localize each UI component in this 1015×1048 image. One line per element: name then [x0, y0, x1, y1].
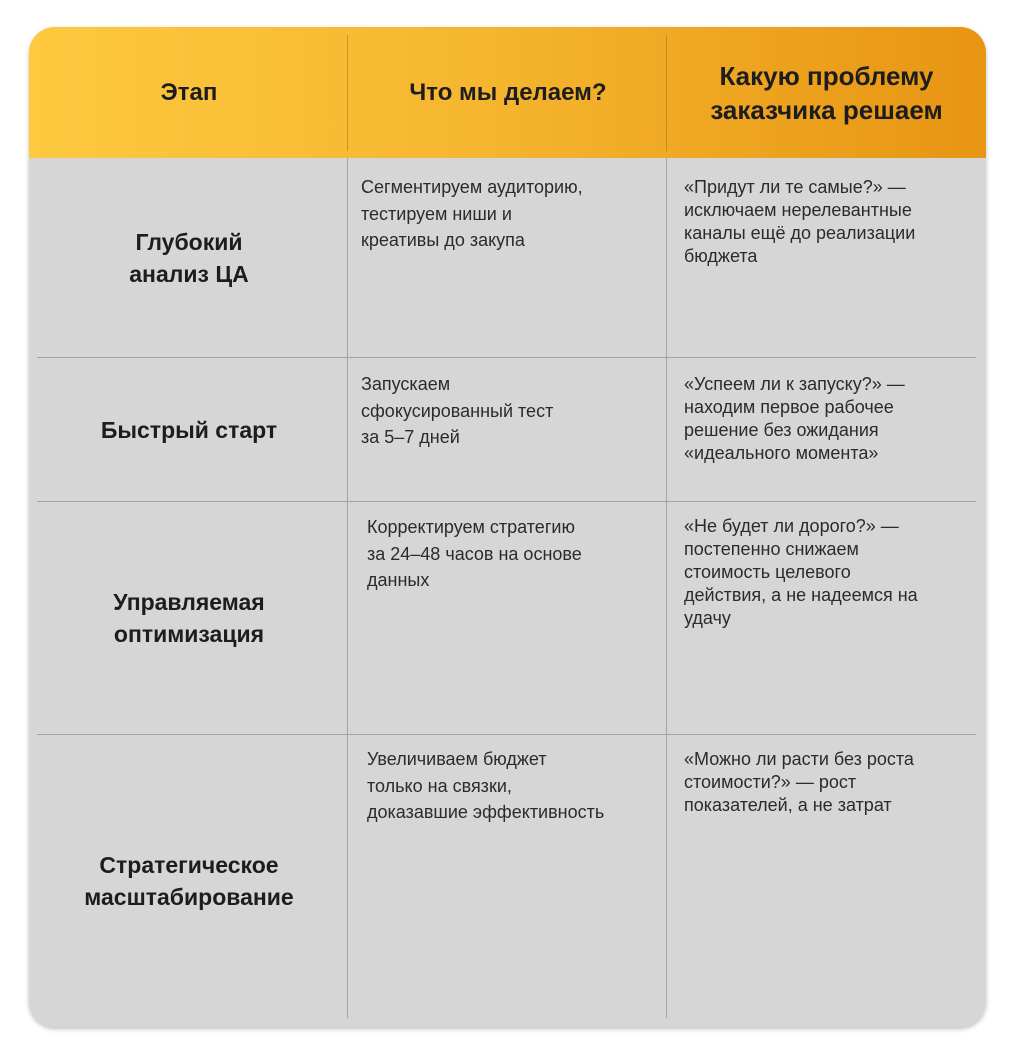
header-actions: Что мы делаем?	[409, 78, 607, 106]
table-row-problem: «Придут ли те самые?» — исключаем нерелевантные каналы ещё до реализации бюджета	[684, 177, 916, 266]
table-row-problem: «Успеем ли к запуску?» — находим первое рабочее решение без ожидания «идеального момента»	[684, 374, 905, 463]
header-stage: Этап	[160, 78, 218, 106]
table-row-stage: Глубокий анализ ЦА	[129, 228, 249, 287]
table-row-stage: Управляемая оптимизация	[113, 589, 265, 647]
table-row-action: Корректируем стратегию за 24–48 часов на основе данных	[367, 517, 582, 590]
table-header	[29, 27, 986, 158]
header-problem: Какую проблему заказчика решаем	[710, 60, 943, 125]
table-row-stage: Стратегическое масштабирование	[84, 852, 294, 910]
table-row-problem: «Можно ли расти без роста стоимости?» — рост показателей, а не затрат	[684, 749, 914, 815]
header-divider	[347, 35, 348, 151]
stages-table	[29, 27, 986, 1027]
table-row-stage: Быстрый старт	[100, 416, 278, 443]
table-row-problem: «Не будет ли дорого?» — постепенно снижаем стоимость целевого действия, а не надеемся на удачу	[684, 516, 918, 628]
table-row-action: Сегментируем аудиторию, тестируем ниши и креативы до закупа	[361, 177, 583, 250]
column-divider	[666, 158, 667, 1018]
table-row-action: Запускаем сфокусированный тест за 5–7 дней	[361, 374, 554, 447]
table-row-action: Увеличиваем бюджет только на связки, доказавшие эффективность	[367, 749, 605, 822]
